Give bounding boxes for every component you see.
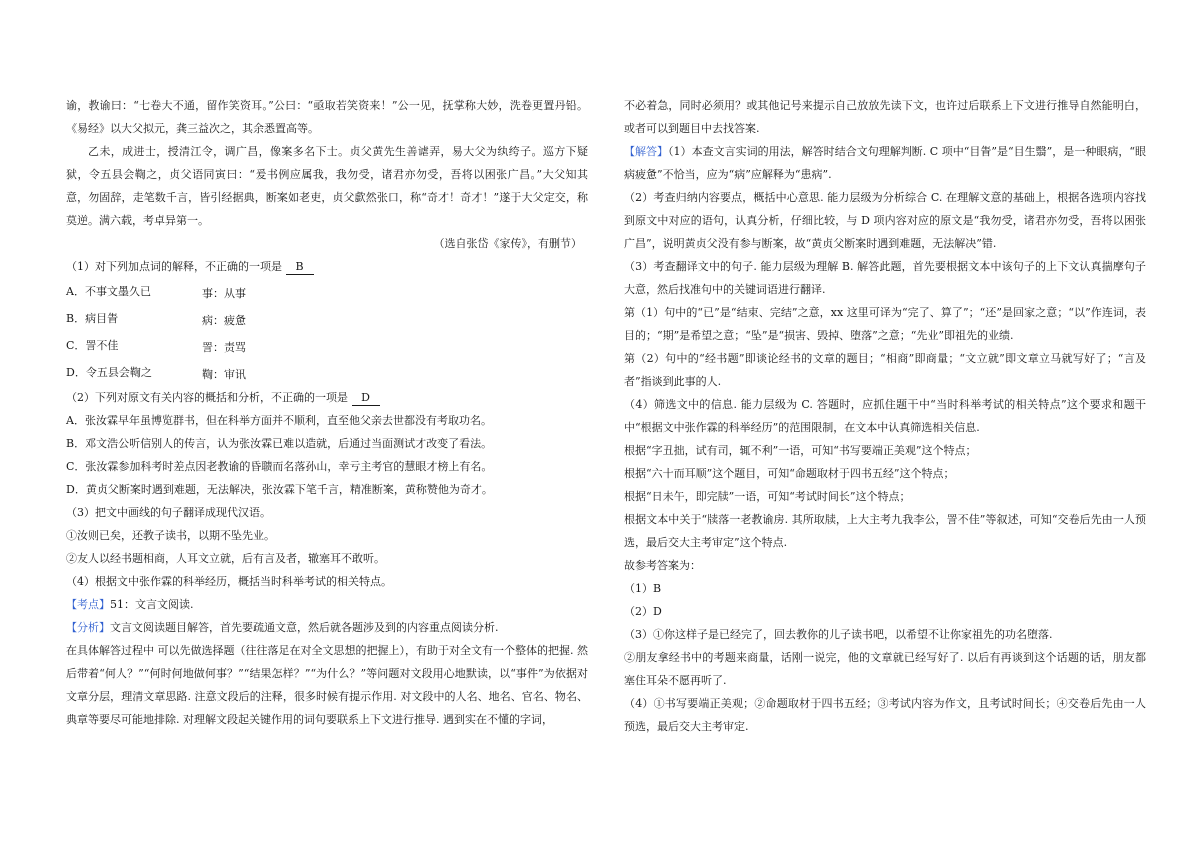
question-4: （4）根据文中张作霖的科举经历，概括当时科举考试的相关特点。 <box>66 575 392 588</box>
question-2-option-a: A．张汝霖早年虽博览群书，但在科举方面并不顺利，直至他父亲去世都没有考取功名。 <box>66 414 492 427</box>
answer-heading: 故参考答案为： <box>624 559 701 572</box>
solution-q4-point-4: 根据文本中关于“牍落一老教谕房. 其所取牍，上大主考九我李公，詈不佳”等叙述，可知“交卷后先由一人预选，最后交大主考审定”这个特点. <box>624 513 1146 549</box>
question-2 <box>66 386 588 409</box>
question-2-text: （2）下列对原文有关内容的概括和分析，不正确的一项是 <box>66 391 348 404</box>
answer-1: （1）B <box>624 582 662 595</box>
question-1-text: （1）对下列加点词的解释，不正确的一项是 <box>66 260 282 273</box>
question-3-item-1: ①汝则已矣，还教子读书，以期不坠先业。 <box>66 529 275 542</box>
kaodian-line <box>66 593 588 616</box>
left-column <box>66 94 588 731</box>
answer-3-item-2: ②朋友拿经书中的考题来商量，话刚一说完，他的文章就已经写好了. 以后有再谈到这个话题的话，朋友都塞住耳朵不愿再听了. <box>624 651 1146 687</box>
option-explanation: 事：从事 <box>202 287 246 300</box>
solution-q4-point-1: 根据“字丑拙，试有司，辄不利”一语，可知“书写要端正美观”这个特点； <box>624 444 977 457</box>
jieda-line <box>624 140 1146 186</box>
solution-q3: （3）考查翻译文中的句子. 能力层级为理解 B. 解答此题，首先要根据文本中该句子的上下文认真揣摩句子大意，然后找准句中的关键词语进行翻译. <box>624 260 1146 296</box>
fenxi-text: 文言文阅读题目解答，首先要疏通文意，然后就各题涉及到的内容重点阅读分析. <box>110 621 499 634</box>
analysis-continued: 不必着急，同时必须用？或其他记号来提示自己放放先读下文，也许过后联系上下文进行推导自然能明白，或者可以到题目中去找答案. <box>624 99 1146 135</box>
question-1-answer: B <box>286 260 314 275</box>
question-2-option-c: C．张汝霖参加科考时差点因老教谕的昏聩而名落孙山，幸亏主考官的慧眼才榜上有名。 <box>66 460 493 473</box>
question-3: （3）把文中画线的句子翻译成现代汉语。 <box>66 506 271 519</box>
question-2-option-d: D．黄贞父断案时遇到难题，无法解决，张汝霖下笔千言，精准断案，黄称赞他为奇才。 <box>66 483 493 496</box>
question-1 <box>66 255 588 278</box>
option-text: A．不事文墨久已 <box>66 285 151 298</box>
option-text: C．詈不佳 <box>66 339 119 352</box>
question-1-option-c <box>66 332 588 359</box>
passage-paragraph-2: 乙未，成进士，授清江令，调广昌，像案多名下士。贞父黄先生善谑弄，易大父为纨绔子。巡方下疑狱，令五县会鞫之，贞父语同寅曰：“爰书例应属我，我勿受，诸君亦勿受，吾将以困张广昌。”大父知其意，勿固辞，走笔数千言，皆引经据典，断案如老吏，贞父歔然张口，称“奇才！奇才！”遂于大父定交，称莫逆。满六载，考卓异第一。 <box>66 145 588 227</box>
passage-source: （选自张岱《家传》，有删节） <box>433 237 582 250</box>
question-1-option-d <box>66 359 588 386</box>
jieda-text: （1）本查文言实词的用法，解答时结合文句理解判断. C 项中“目眚”是“目生翳”，是一种眼病，“眼病疲惫”不恰当，应为“病”应解释为“患病”. <box>624 145 1146 181</box>
option-explanation: 詈：责骂 <box>202 341 246 354</box>
solution-q4: （4）筛选文中的信息. 能力层级为 C. 答题时，应抓住题干中“当时科举考试的相关特点”这个要求和题干中“根据文中张作霖的科举经历”的范围限制，在文本中认真筛选相关信息. <box>624 398 1146 434</box>
answer-4: （4）①书写要端正美观；②命题取材于四书五经；③考试内容为作文，且考试时间长；④交卷后先由一人预选，最后交大主考审定. <box>624 697 1146 733</box>
right-column <box>624 94 1146 738</box>
question-2-option-b: B．邓文浩公听信别人的传言，认为张汝霖已难以造就，后通过当面测试才改变了看法。 <box>66 437 493 450</box>
question-1-option-a <box>66 278 588 305</box>
question-3-item-2: ②友人以经书题相商，人耳文立就，后有言及者，辙塞耳不敢听。 <box>66 552 385 565</box>
answer-2: （2）D <box>624 605 662 618</box>
kaodian-tag: 【考点】 <box>66 598 110 611</box>
passage-paragraph-1: 谕，教谕曰：“七卷大不通，留作笑资耳。”公曰：“亟取若笑资来！”公一见，抚掌称大妙，洗卷更置丹铅。《易经》以大父拟元，龚三益次之，其余悉置高等。 <box>66 99 588 135</box>
analysis-paragraph: 在具体解答过程中 可以先做选择题（往往落足在对全文思想的把握上），有助于对全文有一个整体的把握. 然后带着“何人？”“何时何地做何事？”“结果怎样？”“为什么？”等问题对文段用心地默读，以“事件”为依据对文章分层，理清文章思路. 注意文段后的注释，很多时候有提示作用. 对文段中的人名、地名、官名、物名、典章等要尽可能地排除. 对理解文段起关键作用的词句要联系上下文进行推导. 遇到实在不懂的字词， <box>66 644 588 726</box>
kaodian-text: 51：文言文阅读. <box>110 598 194 611</box>
fenxi-tag: 【分析】 <box>66 621 110 634</box>
fenxi-line <box>66 616 588 639</box>
jieda-tag: 【解答】 <box>624 145 669 158</box>
solution-q3-sentence-2: 第（2）句中的“经书题”即谈论经书的文章的题目；“相商”即商量；“文立就”即文章立马就写好了；“言及者”指谈到此事的人. <box>624 352 1146 388</box>
option-text: D．令五县会鞫之 <box>66 366 152 379</box>
solution-q4-point-3: 根据“日未午，即完牍”一语，可知“考试时间长”这个特点； <box>624 490 911 503</box>
answer-3-item-1: （3）①你这样子是已经完了，回去教你的儿子读书吧，以希望不让你家祖先的功名堕落. <box>624 628 1053 641</box>
solution-q2: （2）考查归纳内容要点，概括中心意思. 能力层级为分析综合 C. 在理解文意的基础上，根据各选项内容找到原文中对应的语句，认真分析，仔细比较，与 D 项内容对应的原文是“我勿受，诸君亦勿受，吾将以困张广昌”，说明黄贞父没有参与断案，故“黄贞父断案时遇到难题，无法解决”错. <box>624 191 1146 250</box>
option-explanation: 病：疲惫 <box>202 314 246 327</box>
option-explanation: 鞫：审讯 <box>202 368 246 381</box>
question-2-answer: D <box>352 391 380 406</box>
solution-q3-sentence-1: 第（1）句中的“已”是“结束、完结”之意，xx 这里可译为“完了、算了”；“还”是回家之意；“以”作连词，表目的；“期”是希望之意；“坠”是“损害、毁掉、堕落”之意；“先业”即祖先的业绩. <box>624 306 1146 342</box>
solution-q4-point-2: 根据“六十而耳顺”这个题目，可知“命题取材于四书五经”这个特点； <box>624 467 955 480</box>
question-1-option-b <box>66 305 588 332</box>
option-text: B．病目眚 <box>66 312 119 325</box>
